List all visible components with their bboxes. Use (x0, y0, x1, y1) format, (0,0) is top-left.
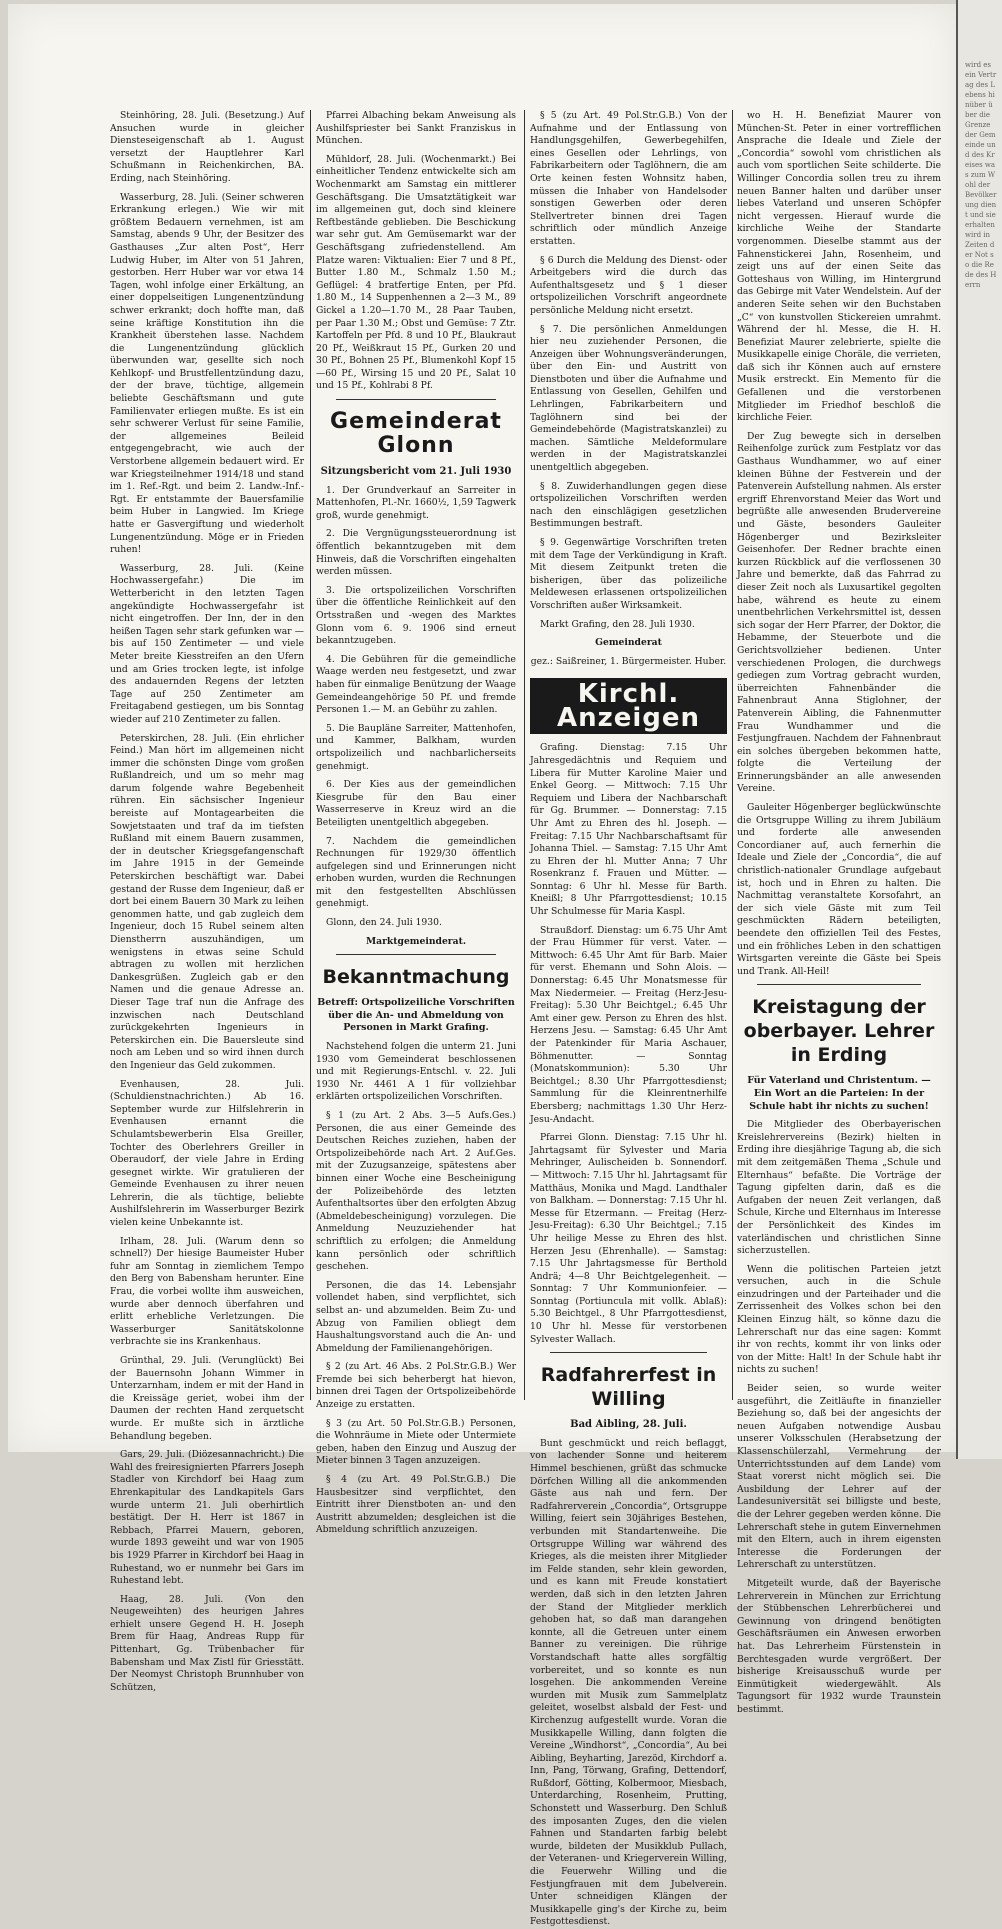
church-notice-straussdorf: Straußdorf. Dienstag: um 6.75 Uhr Amt der Frau Hümmer für verst. Vater. — Mittwoch: 6.45 Uhr Amt für Barb. Maier für verst. Ehemann und Sohn Alois. — Donnerstag: 6.45 Uhr Monatsmesse für Max Niedermeier. — Freitag (Herz-Jesu-Freitag): 5.30 Uhr Beichtgel.; 6.45 Uhr Amt einer gew. Person zu Ehren des hlst. Herzens Jesu. — Samstag: 6.45 Uhr Amt der Patenkinder für Maria Aschauer, Böhmenutter. — Sonntag (Monatskommunion): 5.30 Uhr Beichtgel.; 8.30 Uhr Pfarrgottesdienst; Sammlung für die Kleinrentnerhilfe Ebersberg; nachmittags 1.30 Uhr Herz-Jesu-Andacht. (530, 924, 727, 1125)
ordinance-signature: Gemeinderat (595, 637, 662, 649)
council-item: 1. Der Grundverkauf an Sarreiter in Mattenhofen, Pl.-Nr. 1660½, 1,59 Tagwerk groß, wurde genehmigt. (316, 484, 516, 521)
ordinance-paragraph: Personen, die das 14. Lebensjahr vollendet haben, sind verpflichtet, sich selbst an- und abzumelden. Beim Zu- und Abzug von Familien obliegt dem Haushaltungsvorstand auch die An- und Abmeldung der Familienangehörigen. (316, 1279, 516, 1354)
council-dateline: Glonn, den 24. Juli 1930. (326, 917, 442, 929)
column-1 (110, 110, 304, 1693)
article-kreistagung: Wenn die politischen Parteien jetzt versuchen, auch in die Schule einzudringen und der Parteihader und die Zerrissenheit des Volkes schon bei den Kleinen Einzug hält, so könne dazu die Lehrerschaft nur das eine sagen: Kommt ihr von rechts, kommt ihr von links oder von der Mitte: Halt! In der Schule habt ihr nichts zu suchen! (737, 1263, 941, 1376)
subhead-vaterland: Für Vaterland und Christentum. — Ein Wort an die Parteien: In der Schule habt ihr nichts zu suchen! (747, 1075, 931, 1112)
article-kreistagung: Mitgeteilt wurde, daß der Bayerische Lehrerverein in München zur Errichtung der Stübbenschen Lehrerbücherei und Gewinnung von dringend benötigten Geschäftsräumen ein Anwesen erworben hat. Das Lehrerheim Fürstenstein in Berchtesgaden wurde vergrößert. Der bisherige Kreisausschuß wurde per Einmütigkeit wiedergewählt. Als Tagungsort für 1932 wurde Traunstein bestimmt. (737, 1577, 941, 1715)
divider (336, 399, 496, 400)
council-signature: Marktgemeinderat. (365, 935, 467, 947)
church-notice-glonn: Pfarrei Glonn. Dienstag: 7.15 Uhr hl. Jahrtagsamt für Sylvester und Maria Mehringer, Aulischeiden b. Sonnendorf. — Mittwoch: 7.15 Uhr hl. Jahrtagsamt für Matthäus, Monika und Magd. Landthaler von Balkham. — Donnerstag: 7.15 Uhr hl. Messe für Etzermann. — Freitag (Herz-Jesu-Freitag): 6.30 Uhr Beichtgel.; 7.15 Uhr heilige Messe zu Ehren des hlst. Herzen Jesu (Ehrenhalle). — Samstag: 7.15 Uhr Jahrtagsmesse für Berthold Andrä; 4—8 Uhr Beichtgelegenheit. — Sonntag: 7 Uhr Kommunionfeier. — Sonntag (Portiuncula mit vollk. Ablaß): 5.30 Beichtgel., 8 Uhr Pfarrgottesdienst, 10 Uhr hl. Messe für verstorbenen Sylvester Wallach. (530, 1132, 727, 1345)
article-gars: Gars, 29. Juli. (Diözesannachricht.) Die Wahl des freiresignierten Pfarrers Joseph Stadler von Kirchdorf bei Haag zum Ehrenkapitular des Landkapitels Gars wurde unterm 21. Juli oberhirtlich bestätigt. Der H. Herr ist 1867 in Rebbach, Pfarrei Mauern, geboren, wurde 1893 geweiht und war von 1905 bis 1929 Pfarrer in Kirchdorf bei Haag in Ruhestand, wo er nunmehr bei Gars im Ruhestand lebt. (110, 1449, 304, 1587)
column-rule (732, 110, 733, 1400)
column-4 (737, 110, 941, 1715)
subhead-betreff: Betreff: Ortspolizeiliche Vorschriften über die An- und Abmeldung von Personen in Markt Grafing. (317, 997, 515, 1034)
article-steinhoering: Steinhöring, 28. Juli. (Besetzung.) Auf Ansuchen wurde in gleicher Diensteseigenschaft ab 1. August versetzt der Hauptlehrer Karl Schußmann in Reichenkirchen, BA. Erding, nach Steinhöring. (110, 110, 304, 184)
divider (550, 1352, 707, 1353)
headline-kirchl-anzeigen: Kirchl. Anzeigen (530, 678, 727, 734)
article-wasserburg-flood: Wasserburg, 28. Juli. (Keine Hochwassergefahr.) Die im Wetterbericht in den letzten Tagen angekündigte Hochwassergefahr ist nicht eingetroffen. Der Inn, der in den heißen Tagen sehr stark gefunken war — bis auf 150 Zentimeter — und viele Meter breite Kiesstreifen an den Ufern und am Gries trocken legte, ist infolge des andauernden Regens der letzten Tage auf 250 Zentimeter am Freitagabend gestiegen, um bis Sonntag wieder auf 210 Zentimeter zu fallen. (110, 562, 304, 725)
ordinance-paragraph: § 5 (zu Art. 49 Pol.Str.G.B.) Von der Aufnahme und der Entlassung von Handlungsgehilfen, Gewerbegehilfen, eines Gesellen oder Lehrlings, von Fabrikarbeitern oder Taglöhnern, die am Orte keinen festen Wohnsitz haben, müssen die Inhaber von Handelsoder sonstigen Gewerben oder deren Stellvertreter binnen drei Tagen schriftlich oder mündlich Anzeige erstatten. (530, 110, 727, 247)
ordinance-paragraph: § 2 (zu Art. 46 Abs. 2 Pol.Str.G.B.) Wer Fremde bei sich beherbergt hat hievon, binnen drei Tagen der Ortspolizeibehörde Anzeige zu erstatten. (316, 1361, 516, 1411)
article-kreistagung: Die Mitglieder des Oberbayerischen Kreislehrervereins (Bezirk) hielten in Erding ihre diesjährige Tagung ab, die sich mit dem zeitgemäßen Thema „Schule und Elternhaus“ befaßte. Die Vorträge der Tagung gipfelten darin, daß es die Aufgaben der neuen Zeit verlangen, daß Schule, Kirche und Elternhaus im Interesse der Persönlichkeit des Kindes im vaterländischen und christlichen Sinne sicherzustellen. (737, 1119, 941, 1257)
ordinance-paragraph: § 8. Zuwiderhandlungen gegen diese ortspolizeilichen Vorschriften werden nach den einschlägigen gesetzlichen Bestimmungen bestraft. (530, 480, 727, 530)
column-3 (530, 110, 727, 1928)
ordinance-paragraph: § 4 (zu Art. 49 Pol.Str.G.B.) Die Hausbesitzer sind verpflichtet, den Eintritt ihrer Dienstboten an- und den Austritt abzumelden; desgleichen ist die Abmeldung schriftlich anzuzeigen. (316, 1474, 516, 1536)
headline-kreistagung: Kreistagung der oberbayer. Lehrer in Erding (743, 996, 935, 1067)
council-item: 6. Der Kies aus der gemeindlichen Kiesgrube für den Bau einer Wasserreserve in Kreuz wird an die Beteiligten unentgeltlich abgegeben. (316, 779, 516, 828)
council-item: 5. Die Baupläne Sarreiter, Mattenhofen, und Kammer, Balkham, wurden ortspolizeilich und nachbarlicherseits genehmigt. (316, 722, 516, 772)
ordinance-paragraph: Nachstehend folgen die unterm 21. Juni 1930 vom Gemeinderat beschlossenen und mit Regierungs-Entschl. v. 22. Juli 1930 Nr. 4461 A 1 für vollziehbar erklärten ortspolizeilichen Vorschriften. (316, 1041, 516, 1103)
ordinance-signatory: gez.: Saißreiner, 1. Bürgermeister. Huber. (530, 655, 727, 667)
article-radfahrerfest: Bunt geschmückt und reich beflaggt, von lachender Sonne und heiterem Himmel beschienen, grüßt das schmucke Dörfchen Willing all die ankommenden Gäste aus nah und fern. Der Radfahrerverein „Concordia“, Ortsgruppe Willing, feiert sein 30jähriges Bestehen, verbunden mit Standartenweihe. Die Ortsgruppe Willing war während des Krieges, als die meisten ihrer Mitglieder im Felde standen, sehr klein geworden, und es kann mit Freude konstatiert werden, daß sich in den letzten Jahren der Stand der Mitglieder merklich gehoben hat, so daß man darangehen konnte, all die Getreuen unter einem Banner zu vereinigen. Die rührige Vorstandschaft hatte alles sorgfältig vorbereitet, und so konnte es nun losgehen. Die ankommenden Vereine wurden mit Musik zum Sammelplatz geleitet, woselbst alsbald der Fest- und Kirchenzug aufgestellt wurde. Voran die Musikkapelle Willing, dann folgten die Vereine „Windhorst“, „Concordia“, Au bei Aibling, Beyharting, Jarezöd, Kirchdorf a. Inn, Pang, Törwang, Grafing, Dettendorf, Rußdorf, Götting, Kolbermoor, Miesbach, Unterdarching, Rosenheim, Prutting, Schonstett und Wasserburg. Den Schluß des imposanten Zuges, den die vielen Fahnen und Standarten farbig belebt wurde, bildeten der Musikklub Pullach, der Veteranen- und Kriegerverein Willing, die Feuerwehr Willing und die Festjungfrauen mit dem Jubelverein. Unter schneidigen Klängen der Musikkapelle ging's der Kirche zu, beim Festgottesdienst. (530, 1437, 727, 1928)
divider (757, 984, 921, 985)
article-gruenthal: Grünthal, 29. Juli. (Verunglückt) Bei der Bauernsohn Johann Wimmer in Unterzarnham, indem er mit der Hand in die Kreissäge geriet, wobei ihm der Daumen der rechten Hand zerquetscht wurde. Er mußte sich in ärztliche Behandlung begeben. (110, 1355, 304, 1442)
article-haag: Haag, 28. Juli. (Von den Neugeweihten) des heurigen Jahres erhielt unsere Gegend H. H. Joseph Brem für Haag, Andreas Rupp für Pittenhart, Gg. Trübenbacher für Babensham und Max Zistl für Griesstätt. Der Neomyst Christoph Brunnhuber von Schützen, (110, 1593, 304, 1693)
council-item: 4. Die Gebühren für die gemeindliche Waage werden neu festgesetzt, und zwar haben für einmalige Benützung der Waage Gemeindeangehörige 50 Pf. und fremde Personen 1.— M. an Gebühr zu zahlen. (316, 653, 516, 716)
divider (336, 954, 496, 955)
headline-bekanntmachung: Bekanntmachung (322, 966, 510, 989)
article-evenhausen: Evenhausen, 28. Juli. (Schuldienstnachrichten.) Ab 16. September wurde zur Hilfslehrerin in Evenhausen ernannt die Schulamtsbewerberin Elsa Greiller, Tochter des Oberlehrers Greiller in Oberaudorf, der viele Jahre in Erding gesegnet wirkte. Wir gratulieren der Gemeinde Evenhausen zu ihrer neuen Lehrerin, die als tüchtige, beliebte Aushilfslehrerin im Wasserburger Bezirk vielen keine Unbekannte ist. (110, 1078, 304, 1229)
article-peterskirchen: Peterskirchen, 28. Juli. (Ein ehrlicher Feind.) Man hört im allgemeinen nicht immer die schönsten Dinge vom großen Rußlandreich, und um so mehr mag darum folgende wahre Begebenheit rühren. Ein sächsischer Ingenieur bereiste auf Montagearbeiten die Sowjetstaaten und traf da im tiefsten Rußland mit einem Bauern zusammen, der in deutscher Kriegsgefangenschaft im Jahre 1915 in der Gemeinde Peterskirchen beschäftigt war. Dabei gestand der Russe dem Ingenieur, daß er dort bei einem Bauern 30 Mark zu leihen genommen hatte, und gab zugleich dem Ingenieur, doch 15 Rubel seinem alten Dienstherrn auszuhändigen, um wenigstens in etwas seine Schuld abtragen zu wollen mit herzlichen Dankesgrüßen. Zugleich gab er den Namen und die genaue Adresse an. Dieser Tage traf nun die Anfrage des inzwischen nach Deutschland zurückgekehrten Ingenieurs in Peterskirchen ein. Die Bauersleute sind noch am Leben und so wird ihnen durch den Ingenieur das Geld zukommen. (110, 732, 304, 1071)
ordinance-paragraph: § 3 (zu Art. 50 Pol.Str.G.B.) Personen, die Wohnräume in Miete oder Untermiete geben, haben den Einzug und Auszug der Mieter binnen 3 Tagen anzuzeigen. (316, 1417, 516, 1467)
subhead-bad-aibling: Bad Aibling, 28. Juli. (570, 1419, 687, 1431)
council-item: 2. Die Vergnügungssteuerordnung ist öffentlich bekanntzugeben mit dem Hinweis, daß die Vorschriften eingehalten werden müssen. (316, 528, 516, 578)
headline-radfahrerfest: Radfahrerfest in Willing (540, 1364, 717, 1411)
ordinance-paragraph: § 7. Die persönlichen Anmeldungen hier neu zuziehender Personen, die Anzeigen über Wohnungsveränderungen, über den Ein- und Austritt von Dienstboten und über die Aufnahme und Entlassung von Gesellen, Gehilfen und Lehrlingen, Fabrikarbeitern und Taglöhnern sind bei der Gemeindebehörde (Magistratskanzlei) zu machen. Sämtliche Meldeformulare werden in der Magistratskanzlei unentgeltlich abgegeben. (530, 323, 727, 474)
adjacent-page-text: wird es ein Vertrag des Lebens hinüber über die Grenze der Gemeinde und des Kreises was zum Wohl der Bevölkerung dient und sie erhalten wird in Zeiten der Not so die Rede des Herrn (965, 61, 997, 289)
ordinance-paragraph: § 6 Durch die Meldung des Dienst- oder Arbeitgebers wird die durch das Aufenthaltsgesetz und § 1 dieser ortspolizeilichen Vorschrift angeordnete persönliche Meldung nicht ersetzt. (530, 254, 727, 316)
council-item: 7. Nachdem die gemeindlichen Rechnungen für 1929/30 öffentlich aufgelegen sind und Erinnerungen nicht erhoben wurden, wurden die Rechnungen mit den festgestellten Abschlüssen genehmigt. (316, 835, 516, 910)
subhead-sitzungsbericht: Sitzungsbericht vom 21. Juli 1930 (320, 466, 512, 478)
article-kreistagung: Beider seien, so wurde weiter ausgeführt, die Zeitläufte in finanzieller Beziehung so, daß bei der angesichts der neuen Aufgaben notwendige Ausbau unserer Volksschulen (Herabsetzung der Klassenschülerzahl, Vermehrung der Unterrichtsstunden auf dem Lande) vom Staat vorerst nicht möglich sei. Die Ausbildung der Lehrer auf der Landesuniversität sei billigste und beste, die der Lehrer gegeben werden könne. Die Lehrerschaft stehe in gutem Einvernehmen mit den Eltern, auch in ihrem eigensten Interesse die Forderungen der Lehrerschaft zu unterstützen. (737, 1383, 941, 1571)
column-rule (310, 110, 311, 1400)
article-muehldorf-market: Mühldorf, 28. Juli. (Wochenmarkt.) Bei einheitlicher Tendenz entwickelte sich am Wochenmarkt am Samstag ein mittlerer Geschäftsgang. Die Umsatztätigkeit war im allgemeinen gut, doch sind kleinere Reftbestände geblieben. Die Beschickung war sehr gut. Am Gemüsemarkt war der Geschäftsgang zufriedenstellend. Am Platze waren: Viktualien: Eier 7 und 8 Pf., Butter 1.80 M., Schmalz 1.50 M.; Geflügel: 4 bratfertige Enten, per Pfd. 1.80 M., 14 Suppenhennen a 2—3 M., 89 Gickel a 1.20—1.70 M., 28 Paar Tauben, per Paar 1.30 M.; Obst und Gemüse: 7 Ztr. Kartoffeln per Pfd. 8 und 10 Pf., Blaukraut 20 Pf., Weißkraut 15 Pf., Gurken 20 und 30 Pf., Bohnen 25 Pf., Blumenkohl Kopf 15—60 Pf., Wirsing 15 und 20 Pf., Salat 10 und 15 Pf., Kohlrabi 8 Pf. (316, 153, 516, 392)
article-radfahrerfest-cont: wo H. H. Benefiziat Maurer von München-St. Peter in einer vortrefflichen Ansprache die Ideale und Ziele der „Concordia“ sowohl vom christlichen als auch vom sportlichen Seite schilderte. Die Willinger Concordia sollen treu zu ihrem neuen Banner halten und darüber unser liebes Vaterland und unseren Schöpfer nicht vergessen. Hierauf wurde die kirchliche Weihe der Standarte vorgenommen. Dieselbe stammt aus der Fahnenstickerei Jahn, Rosenheim, und zeigt uns auf der einen Seite das Gotteshaus von Willing, im Hintergrund das Gebirge mit Vater Wendelstein. Auf der anderen Seite sehen wir den Buchstaben „C“ von kunstvollen Stickereien umrahmt. Während der hl. Messe, die H. H. Benefiziat Maurer zelebrierte, spielte die Musikkapelle einige Choräle, die verrieten, daß sich ihr Können auch auf ernstere Musik erstreckt. Ein Memento für die Gefallenen und die verstorbenen Mitglieder im Friedhof beschloß die kirchliche Feier. (737, 110, 941, 424)
article-irlham: Irlham, 28. Juli. (Warum denn so schnell?) Der hiesige Baumeister Huber fuhr am Sonntag in ziemlichem Tempo den Berg von Babensham herunter. Eine Frau, die vorbei wollte ihm ausweichen, wurde aber dennoch überfahren und erlitt erhebliche Verletzungen. Die Wasserburger Sanitätskolonne verbrachte sie ins Krankenhaus. (110, 1235, 304, 1348)
council-item: 3. Die ortspolizeilichen Vorschriften über die öffentliche Reinlichkeit auf den Ortsstraßen und -wegen des Marktes Glonn vom 6. 9. 1906 sind erneut bekanntzugeben. (316, 584, 516, 647)
headline-gemeinderat-glonn: Gemeinderat Glonn (330, 409, 502, 459)
article-wasserburg-obituary: Wasserburg, 28. Juli. (Seiner schweren Erkrankung erlegen.) Wie wir mit größtem Bedauern vernehmen, ist am Samstag, abends 9 Uhr, der Besitzer des Gasthauses „Zur alten Post“, Herr Ludwig Huber, im Alter von 51 Jahren, gestorben. Herr Huber war vor etwa 14 Tagen, wohl infolge einer Erkältung, an einer doppelseitigen Lungenentzündung schwer erkrankt; doch hoffte man, daß seine kräftige Konstitution ihn die Krankheit überstehen lasse. Nachdem die Lungenentzündung glücklich überwunden war, gesellte sich noch Kehlkopf- und Brustfellentzündung dazu, der der brave, tüchtige, allgemein beliebte Geschäftsmann und gute Familienvater erliegen mußte. Es ist ein sehr schwerer Verlust für seine Familie, der allgemeines Beileid entgegengebracht, wie auch der Verstorbene allgemein bedauert wird. Er war Kriegsteilnehmer 1914/18 und stand im 1. Ref.-Rgt. und beim 2. Landw.-Inf.-Rgt. Er entstammte der Bauersfamilie beim Huber in Langwied. Im Kriege hatte er Gasvergiftung und wiederholt Lungenentzündung. Möge er in Frieden ruhen! (110, 191, 304, 556)
article-radfahrerfest-cont: Gauleiter Högenberger beglückwünschte die Ortsgruppe Willing zu ihrem Jubiläum und forderte alle anwesenden Concordianer auf, auch fernerhin die Ideale und Ziele der „Concordia“, die auf christlich-nationaler Grundlage aufgebaut ist, hoch und in Ehren zu halten. Die Nachmittag veranstaltete Korsofahrt, an der sich viele Gäste mit zum Teil geschmückten Rädern beteiligten, beendete den offiziellen Teil des Festes, und ein fröhliches Leben in den schattigen Wirtsgarten vereinte die Gäste bei Speis und Trank. All-Heil! (737, 802, 941, 977)
ordinance-paragraph: § 9. Gegenwärtige Vorschriften treten mit dem Tage der Verkündigung in Kraft. Mit diesem Zeitpunkt treten die bisherigen, über das polizeiliche Meldewesen erlassenen ortspolizeilichen Vorschriften außer Wirksamkeit. (530, 537, 727, 611)
ordinance-paragraph: § 1 (zu Art. 2 Abs. 3—5 Aufs.Ges.) Personen, die aus einer Gemeinde des Deutschen Reiches zuziehen, haben der Ortspolizeibehörde nach Art. 2 Auf.Ges. mit der Zuzugsanzeige, spätestens aber binnen einer Woche eine Bescheinigung der Polizeibehörde des letzten Aufenthaltsortes über den erfolgten Abzug (Abmeldebescheinigung) vorzulegen. Die Anmeldung Neuzuziehender hat schriftlich zu erfolgen; die Anmeldung kann persönlich oder schriftlich geschehen. (316, 1110, 516, 1273)
article-radfahrerfest-cont: Der Zug bewegte sich in derselben Reihenfolge zurück zum Festplatz vor das Gasthaus Wundhammer, wo auf einer kleinen Bühne der Festverein und der Patenverein Aufstellung nahmen. Als erster ergriff Ehrenvorstand Meier das Wort und begrüßte alle anwesenden Brudervereine und Gäste, besonders Gauleiter Högenberger und Bezirksleiter Geisenhofer. Der Redner brachte einen kurzen Rückblick auf die verflossenen 30 Jahre und bemerkte, daß das Fahrrad zu dieser Zeit noch als Luxusartikel gegolten habe, während es heute zu einem unentbehrlichen Verkehrsmittel ist, dessen sich sogar der Herr Pfarrer, der Doktor, die Hebamme, der Steuerbote und die Gerichtsvollzieher bedienen. Unter verschiedenen Prologen, die durchwegs gediegen zum Vortrag gebracht wurden, überreichten Fahnenbänder die Fahnenbraut Anna Stiglohner, der Patenverein Aibling, die Fahnenmutter Frau Wundhammer und die Festjungfrauen. Nachdem der Fahnenbraut ein solches übergeben bekommen hatte, folgte die Verteilung der Erinnerungsbänder an alle anwesenden Vereine. (737, 430, 941, 795)
church-notice-grafing: Grafing. Dienstag: 7.15 Uhr Jahresgedächtnis und Requiem und Libera für Mutter Karoline Maier und Enkel Georg. — Mittwoch: 7.15 Uhr Requiem und Libera der Nachbarschaft für Gg. Brummer. — Donnerstag: 7.15 Uhr Amt zu Ehren des hl. Joseph. — Freitag: 7.15 Uhr Nachbarschaftsamt für Johanna Thiel. — Samstag: 7.15 Uhr Amt zu Ehren der hl. Mutter Anna; 7 Uhr Rosenkranz f. Frauen und Mütter. — Sonntag: 6 Uhr hl. Messe für Barth. Kneißl; 8 Uhr Pfarrgottesdienst; 10.15 Uhr Schulmesse für Maria Kaspl. (530, 742, 727, 918)
ordinance-dateline: Markt Grafing, den 28. Juli 1930. (540, 618, 695, 630)
column-2 (316, 110, 516, 1536)
article-albaching: Pfarrei Albaching bekam Anweisung als Aushilfspriester bei Sankt Franziskus in München. (316, 110, 516, 147)
column-rule (524, 110, 525, 1400)
